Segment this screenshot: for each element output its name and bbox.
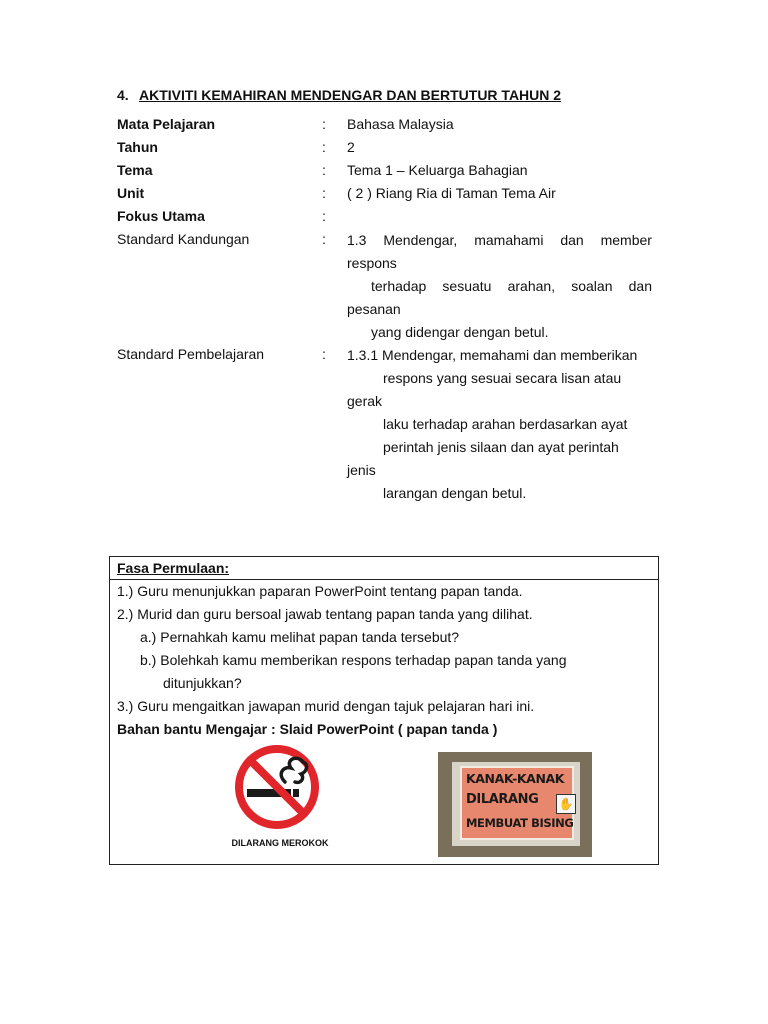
field-colon: :: [322, 162, 326, 178]
sign-caption: DILARANG MEROKOK: [231, 838, 329, 848]
text-line: laku terhadap arahan berdasarkan ayat: [383, 416, 628, 432]
word: mamahami: [474, 232, 544, 248]
word: dan: [628, 278, 652, 294]
section-title: AKTIVITI KEMAHIRAN MENDENGAR DAN BERTUTUR TAHUN 2: [139, 87, 562, 103]
field-label: Standard Kandungan: [117, 231, 250, 247]
standard-kandungan-text: [347, 229, 652, 344]
text-line: pesanan: [347, 301, 401, 317]
box-title: Fasa Permulaan:: [110, 557, 658, 580]
field-fokus-utama: [117, 206, 657, 226]
field-colon: :: [322, 208, 326, 224]
field-label: Standard Pembelajaran: [117, 346, 265, 362]
hand-shush-icon: ✋: [556, 794, 576, 814]
text-line: gerak: [347, 393, 383, 409]
no-smoking-sign: [225, 740, 335, 855]
field-value: 2: [347, 139, 355, 155]
text-line: jenis: [347, 462, 376, 478]
text-line: 1.3.1 Mendengar, memahami dan memberikan: [347, 347, 638, 363]
step-item: 1.) Guru menunjukkan paparan PowerPoint tentang papan tanda.: [117, 583, 523, 599]
section-heading: [117, 87, 561, 103]
field-colon: :: [322, 231, 326, 247]
text-line: respons yang sesuai secara lisan atau: [383, 370, 622, 386]
question-item: a.) Pernahkah kamu melihat papan tanda tersebut?: [140, 629, 460, 645]
field-label: Fokus Utama: [117, 208, 205, 224]
word: Mendengar,: [383, 232, 458, 248]
text-line: [347, 275, 652, 298]
field-value: Bahasa Malaysia: [347, 116, 454, 132]
word: soalan: [571, 278, 613, 294]
text-line: larangan dengan betul.: [383, 485, 527, 501]
section-number: 4.: [117, 87, 129, 103]
field-label: Tema: [117, 162, 153, 178]
word: terhadap: [371, 278, 427, 294]
field-label: Mata Pelajaran: [117, 116, 216, 132]
text-line: [347, 229, 652, 252]
field-colon: :: [322, 346, 326, 362]
field-value: Tema 1 – Keluarga Bahagian: [347, 162, 528, 178]
word: arahan,: [507, 278, 556, 294]
sign-text-line: KANAK-KANAK: [466, 771, 565, 786]
field-value: ( 2 ) Riang Ria di Taman Tema Air: [347, 185, 556, 201]
question-item: b.) Bolehkah kamu memberikan respons terhadap papan tanda yang: [140, 652, 567, 668]
step-item: 3.) Guru mengaitkan jawapan murid dengan tajuk pelajaran hari ini.: [117, 698, 535, 714]
word: 1.3: [347, 232, 367, 248]
word: dan: [560, 232, 584, 248]
field-label: Unit: [117, 185, 145, 201]
word: sesuatu: [442, 278, 492, 294]
teaching-aid-label: Bahan bantu Mengajar : Slaid PowerPoint ( papan tanda ): [117, 721, 498, 737]
field-colon: :: [322, 185, 326, 201]
standard-pembelajaran-text: [347, 344, 652, 505]
field-colon: :: [322, 139, 326, 155]
field-tahun: [117, 137, 657, 157]
question-item-continued: ditunjukkan?: [163, 675, 242, 691]
field-label: Tahun: [117, 139, 158, 155]
field-mata-pelajaran: [117, 114, 657, 134]
text-line: yang didengar dengan betul.: [371, 324, 549, 340]
box-body: [110, 580, 658, 741]
sign-text-line: DILARANG: [466, 792, 539, 807]
text-line: perintah jenis silaan dan ayat perintah: [383, 439, 619, 455]
sign-background: [460, 766, 574, 840]
sign-text-line: MEMBUAT BISING: [466, 816, 574, 830]
step-item: 2.) Murid dan guru bersoal jawab tentang papan tanda yang dilihat.: [117, 606, 533, 622]
field-colon: :: [322, 116, 326, 132]
word: member: [600, 232, 652, 248]
no-smoking-icon: [225, 740, 335, 838]
no-noise-sign-photo: [438, 752, 592, 857]
field-unit: [117, 183, 657, 203]
text-line: respons: [347, 255, 397, 271]
field-tema: [117, 160, 657, 180]
